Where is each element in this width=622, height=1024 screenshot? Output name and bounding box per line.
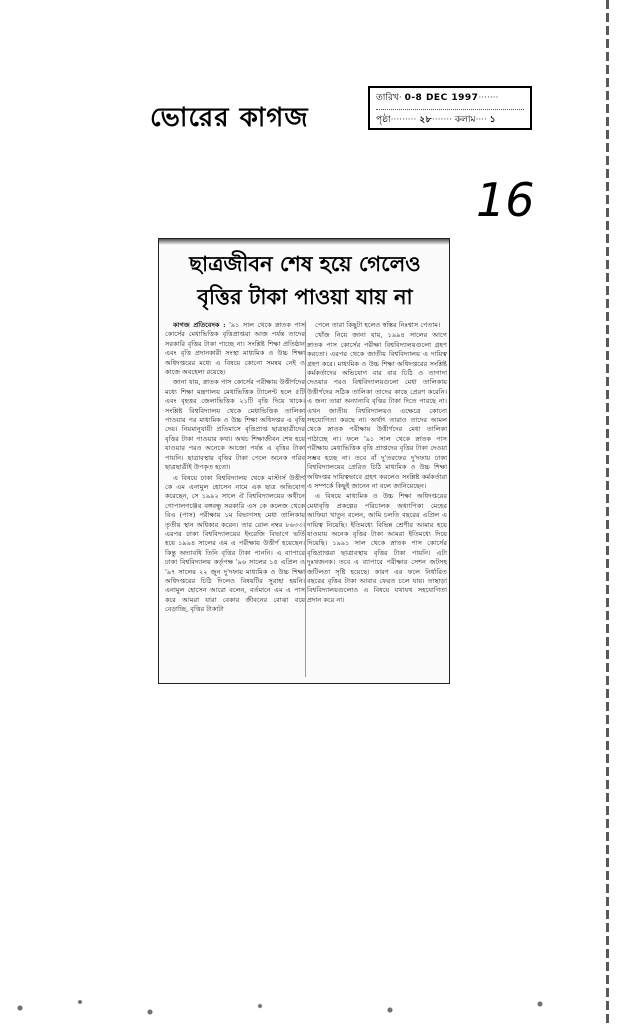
article-paragraph: এ বিষয়ে মাধ্যমিক ও উচ্চ শিক্ষা অধিদপ্তরের মেধাবৃত্তি প্রকল্পের পরিচালক অধ্যাপিকা মেহের আফিয়া খাতুন বলেন, আমি চলতি বছরের এপ্রিল এ দায়িত্ব নিয়েছি। ইতিমধ্যে বিভিন্ন শ্রেণীর আমার হয়ে যাওয়ায় অনেক বৃত্তির টাকা আমরা ইতিমধ্যে দিয়ে দিয়েছি। ১৯৯১ সাল থেকে স্নাতক পাস কোর্সের বৃত্তিপ্রাপ্তরা ছাত্রাবস্থায় বৃত্তির টাকা পায়নি। এটা দুঃখজনক। তবে এ ব্যাপারে পরীক্ষার সেশন জটসহ জটিলতা সৃষ্টি হয়েছে। কারণ এর ফলে নির্ধারিত বছরের বৃত্তির টাকা আবার ফেরত চলে যায়। তাছাড়া বিশ্ববিদ্যালয়গুলোও এ বিষয়ে যথাযথ সহযোগিতা প্রদান করে না। [307, 492, 447, 604]
article-paragraph: এ বিষয়ে ঢাকা বিশ্ববিদ্যালয় থেকে মাস্টার্স উত্তীর্ণ কে এম এনামুল হোসেন নামে এক ছাত্র অভিযোগ করেছেন, সে ১৯৯২ সালে ঐ বিশ্ববিদ্যালয়ের অধীনে গোপালগঞ্জের বঙ্গবন্ধু সরকারি এস কে কলেজ থেকে বিএ (পাস) পরীক্ষায় ১ম বিভাগসহ মেধা তালিকায় তৃতীয় স্থান অধিকার করেন। তার রোল নম্বর ৮৬৩৩। এরপর ঢাকা বিশ্ববিদ্যালয়ের ইংরেজি বিভাগে ভর্তি হয়ে ১৯৯৪ সালের এম এ পরীক্ষায় উত্তীর্ণ হয়েছেন। কিন্তু অদ্যাবধি তিনি বৃত্তির টাকা পাননি। এ ব্যাপারে ঢাকা বিশ্ববিদ্যালয় কর্তৃপক্ষ '৯৬ সালের ১৫ এপ্রিল ও '৯৭ সালের ২২ জুন দু'দফায় মাধ্যমিক ও উচ্চ শিক্ষা অধিদপ্তরের চিঠি দিলেও বিষয়টির সুরাহা হয়নি। এনামুল হোসেন আরো বলেন, বর্তমানে এম এ পাস করে আমরা যারা বেকার জীবনের বোঝা বয়ে বেড়াচ্ছি, বৃত্তির টাকাটা [165, 473, 305, 614]
article-paragraph: জানা যায়, স্নাতক পাস কোর্সের পরীক্ষায় উত্তীর্ণদের মধ্যে শিক্ষা মন্ত্রণালয় মেধাভিত্তিক ট্যালেন্ট হলে ৫টি এবং বৃহত্তর জেলাভিত্তিক ২১টি বৃত্তি দিয়ে থাকে। সংশ্লিষ্ট বিশ্ববিদ্যালয় থেকে মেধাভিত্তিক তালিকা পাওয়ার পর মাধ্যমিক ও উচ্চ শিক্ষা অধিদপ্তর এ বৃত্তি দেয়। নিয়মানুযায়ী প্রতিমাসে বৃত্তিপ্রাপ্ত ছাত্রছাত্রীদের বৃত্তির টাকা পাওয়ার কথা। অথচ শিক্ষাজীবন শেষ হয়ে যাওয়ার পরও অনেকে আজো পর্যন্ত এ বৃত্তির টাকা পায়নি। ছাত্রাবস্থায় বৃত্তির টাকা পেলে অনেক গরিব ছাত্রছাত্রীই উপকৃত হতো। [165, 378, 305, 472]
archive-stamp [368, 86, 532, 130]
stamp-date-value: 0-8 DEC 1997 [404, 93, 479, 103]
article-paragraph: খোঁজ নিয়ে জানা যায়, ১৯৯৪ সালের আগে স্নাতক পাস কোর্সের পরীক্ষা বিশ্ববিদ্যালয়গুলো গ্রহণ করতো। এরপর থেকে জাতীয় বিশ্ববিদ্যালয় এ দায়িত্ব গ্রহণ করে। মাধ্যমিক ও উচ্চ শিক্ষা অধিদপ্তরের সংশ্লিষ্ট কর্মকর্তাদের অভিযোগ বার বার চিঠি ও তাগাদা দেওয়ার পরও বিশ্ববিদ্যালয়গুলো মেধা তালিকায় উত্তীর্ণদের সঠিক তালিকা তাদের কাছে প্রেরণ করেনি। এ জন্য তারা অন্যান্যবি বৃত্তির টাকা দিতে পারছে না। এখন জাতীয় বিশ্ববিদ্যালয়ও এক্ষেত্রে কোনো সহযোগিতা করছে না। অর্থাৎ তারাও তাদের আমল থেকে স্নাতক পরীক্ষায় উত্তীর্ণদের মেধা তালিকা পাঠাচ্ছে না। ফলে '৯১ সাল থেকে স্নাতক পাস পরীক্ষায় মেধাভিত্তিক বৃত্তি প্রাপ্তদের বৃত্তির টাকা দেওয়া সম্ভব হচ্ছে না। তবে বাঁ দু'তরফের দু'দফায় ঢাকা বিশ্ববিদ্যালয়ের প্রেরিত চিঠি মাধ্যমিক ও উচ্চ শিক্ষা অধিদপ্তর দায়িত্বভাবে গ্রহণ করলেও সংশ্লিষ্ট কর্মকর্তারা এ সম্পর্কে কিছুই জানেন না বলে জানিয়েছেন। [307, 331, 447, 490]
clipping-edge-shadow [159, 239, 449, 245]
article-paragraph: পেলে তারা কিছুটা হলেও স্বস্তির নিঃশ্বাস পেতাম। [315, 321, 441, 329]
stamp-date-row: তারিখ· 0-8 DEC 1997······· [376, 93, 499, 103]
stamp-page-row: পৃষ্ঠা········· ২৮······· কলাম···· ১ [376, 109, 524, 130]
stamp-page-value: ২৮ [419, 115, 432, 125]
newspaper-masthead: ভোরের কাগজ [150, 103, 309, 133]
article-headline [167, 247, 443, 317]
scan-speckle-bottom [0, 990, 622, 1024]
stamp-column-label: কলাম [454, 115, 476, 125]
stamp-page-label: পৃষ্ঠা [376, 115, 391, 125]
stamp-date-label: তারিখ [376, 93, 399, 103]
news-clipping [158, 238, 450, 684]
stamp-column-value: ১ [489, 115, 497, 125]
article-paragraph [165, 321, 305, 377]
paragraph-text: '৯১ সাল থেকে স্নাতক পাস কোর্সের মেধাভিত্তিক বৃত্তিপ্রাপ্তরা আজ পর্যন্ত তাদের সরকারি বৃত্তির টাকা পাচ্ছে না। সংশ্লিষ্ট শিক্ষা প্রতিষ্ঠান এবং বৃত্তি প্রদানকারী সংস্থা মাধ্যমিক ও উচ্চ শিক্ষা অধিদপ্তরের মধ্যে এ বিষয়ে কোনো সমন্বয় নেই ও কাজে অবহেলা রয়েছে। [165, 321, 305, 377]
article-column-right [307, 321, 447, 679]
scan-edge-right [606, 0, 609, 1024]
headline-line-2: বৃত্তির টাকা পাওয়া যায় না [197, 284, 413, 309]
column-divider [305, 321, 306, 677]
handwritten-number: 16 [476, 173, 535, 227]
headline-line-1: ছাত্রজীবন শেষ হয়ে গেলেও [189, 251, 421, 276]
article-column-left [165, 321, 305, 679]
article-byline: কাগজ প্রতিবেদক : [173, 321, 226, 329]
